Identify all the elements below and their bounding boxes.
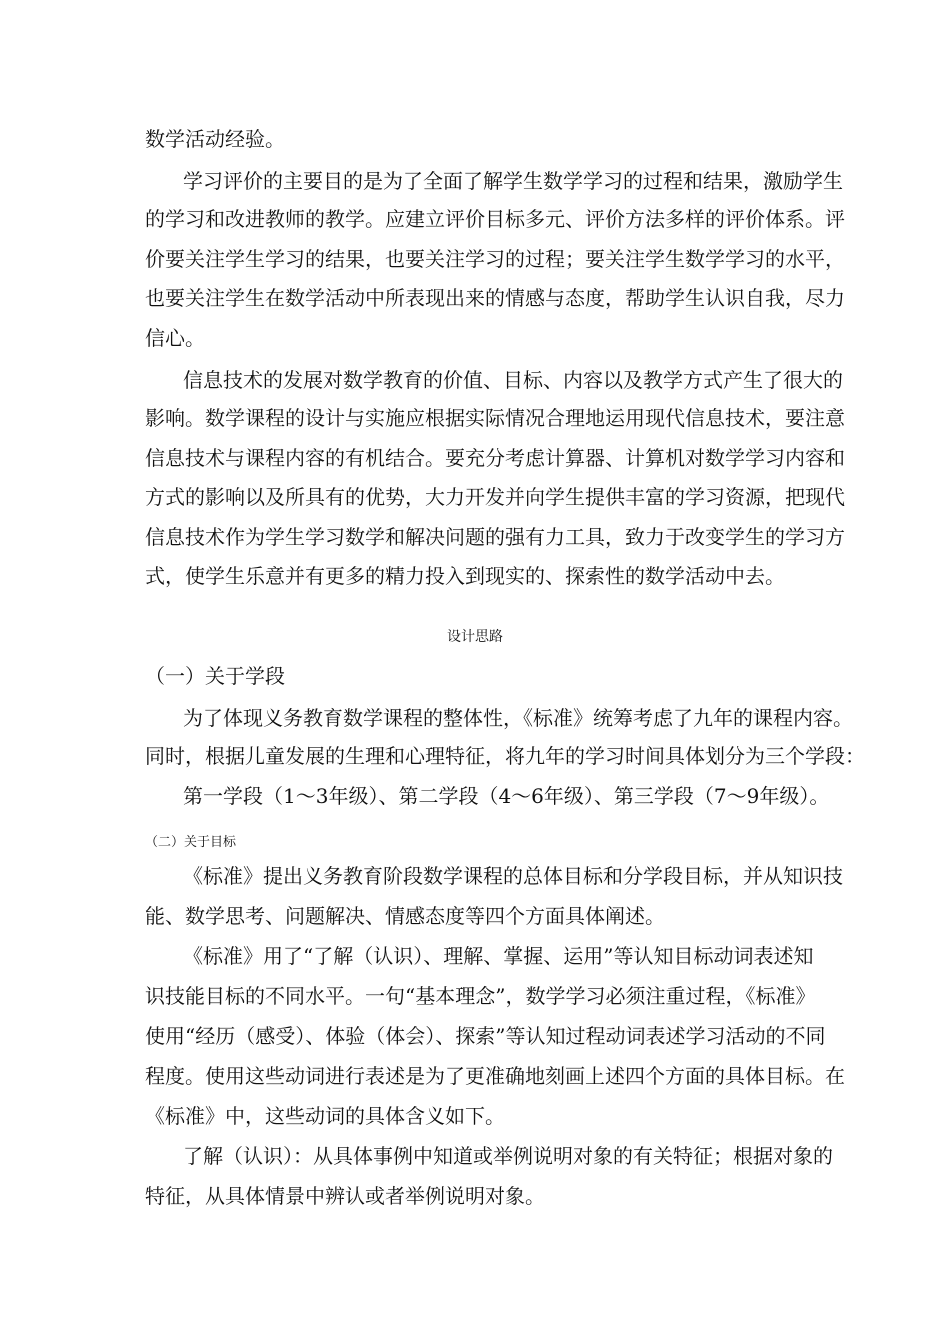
section-heading: 设计思路 bbox=[447, 629, 503, 645]
paragraph-line: 特征，从具体情景中辨认或者举例说明对象。 bbox=[145, 1184, 545, 1208]
paragraph-line: 为了体现义务教育数学课程的整体性，《标准》统筹考虑了九年的课程内容。 bbox=[183, 706, 853, 730]
paragraph-line: 了解（认识）：从具体事例中知道或举例说明对象的有关特征；根据对象的 bbox=[183, 1144, 833, 1168]
paragraph-line: 识技能目标的不同水平。一句“基本理念”，数学学习必须注重过程，《标准》 bbox=[145, 984, 816, 1008]
paragraph-line: 《标准》提出义务教育阶段数学课程的总体目标和分学段目标，并从知识技 bbox=[183, 864, 843, 888]
paragraph-line: 数学活动经验。 bbox=[145, 127, 285, 151]
paragraph-line: 信息技术与课程内容的有机结合。要充分考虑计算器、计算机对数学学习内容和 bbox=[145, 446, 845, 470]
paragraph-line: 也要关注学生在数学活动中所表现出来的情感与态度，帮助学生认识自我，尽力 bbox=[145, 286, 845, 310]
paragraph-line: 价要关注学生学习的结果，也要关注学习的过程；要关注学生数学学习的水平， bbox=[145, 247, 845, 271]
paragraph-line: 的学习和改进教师的教学。应建立评价目标多元、评价方法多样的评价体系。评 bbox=[145, 207, 845, 231]
paragraph-line: 《标准》中，这些动词的具体含义如下。 bbox=[145, 1104, 505, 1128]
paragraph-line: 信心。 bbox=[145, 326, 205, 350]
paragraph-line: 使用“经历（感受）、体验（体会）、探索”等认知过程动词表述学习活动的不同 bbox=[145, 1024, 826, 1048]
paragraph-line: 能、数学思考、问题解决、情感态度等四个方面具体阐述。 bbox=[145, 904, 665, 928]
paragraph-line: 学习评价的主要目的是为了全面了解学生数学学习的过程和结果，激励学生 bbox=[183, 169, 843, 193]
paragraph-line: 信息技术的发展对数学教育的价值、目标、内容以及教学方式产生了很大的 bbox=[183, 368, 843, 392]
paragraph-line: 式，使学生乐意并有更多的精力投入到现实的、探索性的数学活动中去。 bbox=[145, 564, 785, 588]
paragraph-line: 程度。使用这些动词进行表述是为了更准确地刻画上述四个方面的具体目标。在 bbox=[145, 1064, 845, 1088]
paragraph-line: 信息技术作为学生学习数学和解决问题的强有力工具，致力于改变学生的学习方 bbox=[145, 525, 845, 549]
paragraph-line: 影响。数学课程的设计与实施应根据实际情况合理地运用现代信息技术，要注意 bbox=[145, 406, 845, 430]
paragraph-line: 《标准》用了“了解（认识）、理解、掌握、运用”等认知目标动词表述知 bbox=[183, 944, 814, 968]
paragraph-line: 同时，根据儿童发展的生理和心理特征，将九年的学习时间具体划分为三个学段： bbox=[145, 744, 865, 768]
section-title-stages: （一）关于学段 bbox=[145, 664, 285, 688]
paragraph-line: 方式的影响以及所具有的优势，大力开发并向学生提供丰富的学习资源，把现代 bbox=[145, 485, 845, 509]
section-title-goals: （二）关于目标 bbox=[145, 835, 237, 850]
paragraph-line: 第一学段（1～3年级）、第二学段（4～6年级）、第三学段（7～9年级）。 bbox=[183, 784, 830, 808]
